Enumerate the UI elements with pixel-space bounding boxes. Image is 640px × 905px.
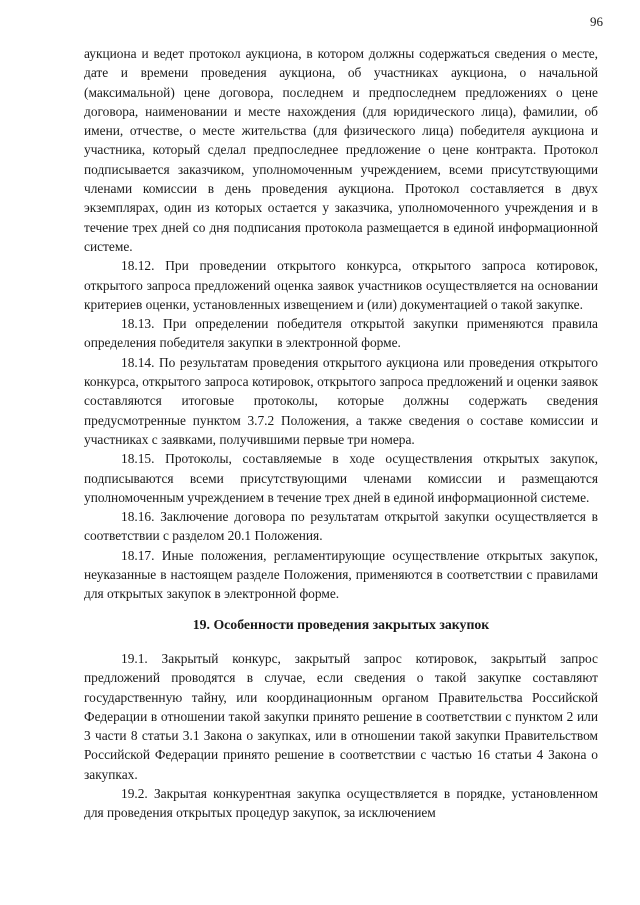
document-body <box>84 44 598 823</box>
paragraph-18-12: 18.12. При проведении открытого конкурса, открытого запроса котировок, открытого запроса предложений оценка заявок участников осуществляется на основании критериев оценки, установленных извещением и (или) документацией о такой закупке. <box>84 258 598 312</box>
paragraph-19-1: 19.1. Закрытый конкурс, закрытый запрос котировок, закрытый запрос предложений проводятся в случае, если сведения о такой закупке составляют государственную тайну, или координационным органом Правительства Российской Федерации в отношении такой закупки принято решение в соответствии с пунктом 2 или 3 части 8 статьи 3.1 Закона о закупках, или в отношении такой закупки Правительством Российской Федерации принято решение в соответствии с частью 16 статьи 4 Закона о закупках. <box>84 650 598 782</box>
paragraph-auction-protocol: аукциона и ведет протокол аукциона, в котором должны содержаться сведения о месте, дате и времени проведения аукциона, об участниках аукциона, о начальной (максимальной) цене договора, последнем и предпоследнем предложениях о цене договора, наименовании и месте нахождения (для юридического лица), фамилии, об имени, отчестве, о месте жительства (для физического лица) победителя аукциона и участника, который сделал предпоследнее предложение о цене контракта. Протокол подписывается заказчиком, уполномоченным учреждением, всеми присутствующими членами комиссии в день проведения аукциона. Протокол составляется в двух экземплярах, один из которых остается у заказчика, уполномоченного учреждения и в течение трех дней со дня подписания протокола размещается в единой информационной системе. <box>84 46 598 254</box>
paragraph-18-15: 18.15. Протоколы, составляемые в ходе осуществления открытых закупок, подписываются всеми присутствующими членами комиссии и размещаются уполномоченным учреждением в течение трех дней в единой информационной системе. <box>84 451 598 505</box>
paragraph-19-2: 19.2. Закрытая конкурентная закупка осуществляется в порядке, установленном для проведения открытых процедур закупок, за исключением <box>84 785 598 821</box>
page-number: 96 <box>590 14 603 29</box>
paragraph-18-17: 18.17. Иные положения, регламентирующие осуществление открытых закупок, неуказанные в настоящем разделе Положения, применяются в соответствии с правилами для открытых закупок в электронной форме. <box>84 547 598 602</box>
paragraph-18-14: 18.14. По результатам проведения открытого аукциона или проведения открытого конкурса, открытого запроса котировок, открытого запроса предложений и оценки заявок составляются итоговые протоколы, которые должны содержать сведения предусмотренные пунктом 3.7.2 Положения, а также сведения о составе комиссии и участниках с заявками, получившими первые три номера. <box>84 354 598 447</box>
paragraph-18-16: 18.16. Заключение договора по результатам открытой закупки осуществляется в соответствии с разделом 20.1 Положения. <box>84 509 598 544</box>
section-heading: 19. Особенности проведения закрытых закупок <box>192 616 490 632</box>
paragraph-18-13: 18.13. При определении победителя открытой закупки применяются правила определения победителя закупки в электронной форме. <box>84 316 598 351</box>
